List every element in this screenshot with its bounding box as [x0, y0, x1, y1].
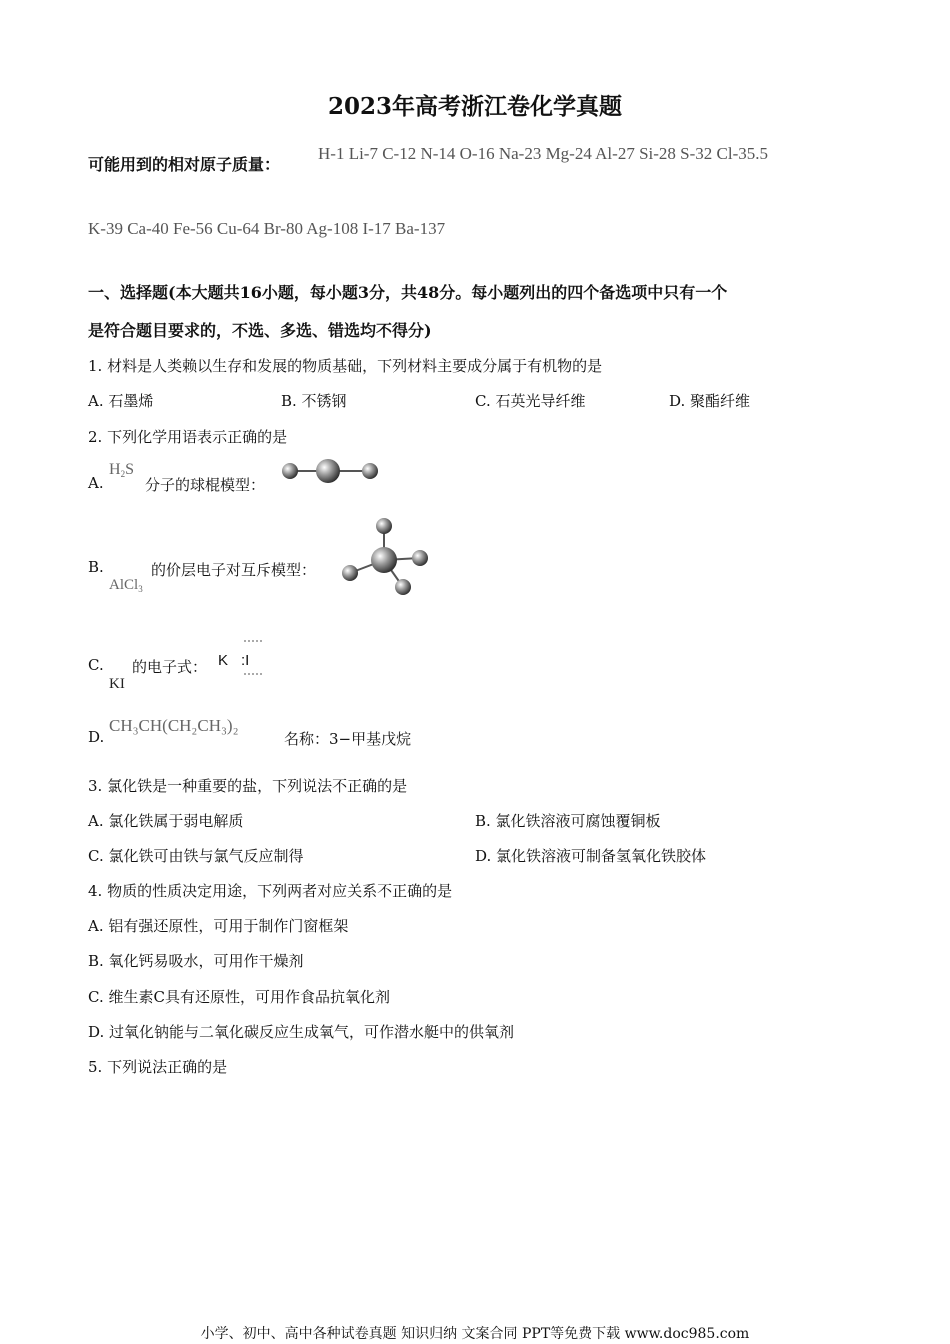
page-title: 2023年高考浙江卷化学真题	[327, 93, 622, 120]
atomic-mass-line1: H-1 Li-7 C-12 N-14 O-16 Na-23 Mg-24 Al-27 Si-28 S-32 Cl-35.5	[318, 144, 768, 163]
ball-stick-model-linear	[278, 456, 384, 486]
q1-option-b: B. 不锈钢	[281, 392, 347, 410]
electron-formula-k: K	[218, 652, 229, 669]
q2-a-formula: $H_2S$	[109, 461, 134, 479]
q3-option-d: D. 氯化铁溶液可制备氢氧化铁胶体	[475, 847, 707, 865]
q3-stem: 3. 氯化铁是一种重要的盐，下列说法不正确的是	[88, 777, 408, 795]
q1-stem: 1. 材料是人类赖以生存和发展的物质基础，下列材料主要成分属于有机物的是	[88, 357, 603, 375]
q4-option-a: A. 铝有强还原性，可用于制作门窗框架	[88, 917, 349, 935]
q4-option-c: C. 维生素C具有还原性，可用作食品抗氧化剂	[88, 988, 390, 1006]
q1-option-a: A. 石墨烯	[88, 392, 154, 410]
q2-option-a-text: 分子的球棍模型：	[145, 476, 266, 494]
q4-option-b: B. 氧化钙易吸水，可用作干燥剂	[88, 952, 304, 970]
atomic-mass-label: 可能用到的相对原子质量：	[88, 155, 281, 174]
q2-c-formula: KI	[109, 676, 125, 692]
electron-dots-top	[244, 640, 262, 646]
q2-option-b-label: B.	[88, 558, 104, 576]
q4-option-d: D. 过氧化钠能与二氧化碳反应生成氧气，可作潜水艇中的供氧剂	[88, 1023, 515, 1041]
q2-option-d-label: D.	[88, 728, 105, 746]
section-1-heading-line2: 是符合题目要求的，不选、多选、错选均不得分)	[88, 321, 432, 340]
atomic-mass-line2: K-39 Ca-40 Fe-56 Cu-64 Br-80 Ag-108 I-17 Ba-137	[88, 219, 446, 238]
q1-option-d: D. 聚酯纤维	[669, 392, 751, 410]
q2-option-b-text: 的价层电子对互斥模型：	[151, 561, 317, 579]
q1-option-c: C. 石英光导纤维	[475, 392, 586, 410]
q5-stem: 5. 下列说法正确的是	[88, 1058, 228, 1076]
q2-stem: 2. 下列化学用语表示正确的是	[88, 428, 288, 446]
page-footer: 小学、初中、高中各种试卷真题 知识归纳 文案合同 PPT等免费下载 www.doc985.com	[200, 1326, 750, 1342]
electron-dots-bottom	[244, 673, 262, 679]
q2-option-c-text: 的电子式：	[132, 658, 208, 676]
q3-option-b: B. 氯化铁溶液可腐蚀覆铜板	[475, 812, 661, 830]
q2-b-formula: AlCl$_3$	[109, 577, 143, 594]
electron-formula-i: :I	[241, 652, 250, 669]
q4-stem: 4. 物质的性质决定用途，下列两者对应关系不正确的是	[88, 882, 453, 900]
q3-option-a: A. 氯化铁属于弱电解质	[88, 812, 244, 830]
q2-option-c-label: C.	[88, 656, 104, 674]
q3-option-c: C. 氯化铁可由铁与氯气反应制得	[88, 847, 304, 865]
q2-option-d-text: 名称：3−甲基戊烷	[284, 730, 412, 748]
q2-option-a-label: A.	[88, 474, 104, 492]
vsepr-model-diagram	[336, 512, 436, 602]
q2-d-formula: CH₃CH(CH₂CH₃)₂	[109, 716, 239, 735]
section-1-heading-line1: 一、选择题(本大题共16小题，每小题3分，共48分。每小题列出的四个备选项中只有一个	[88, 283, 728, 302]
